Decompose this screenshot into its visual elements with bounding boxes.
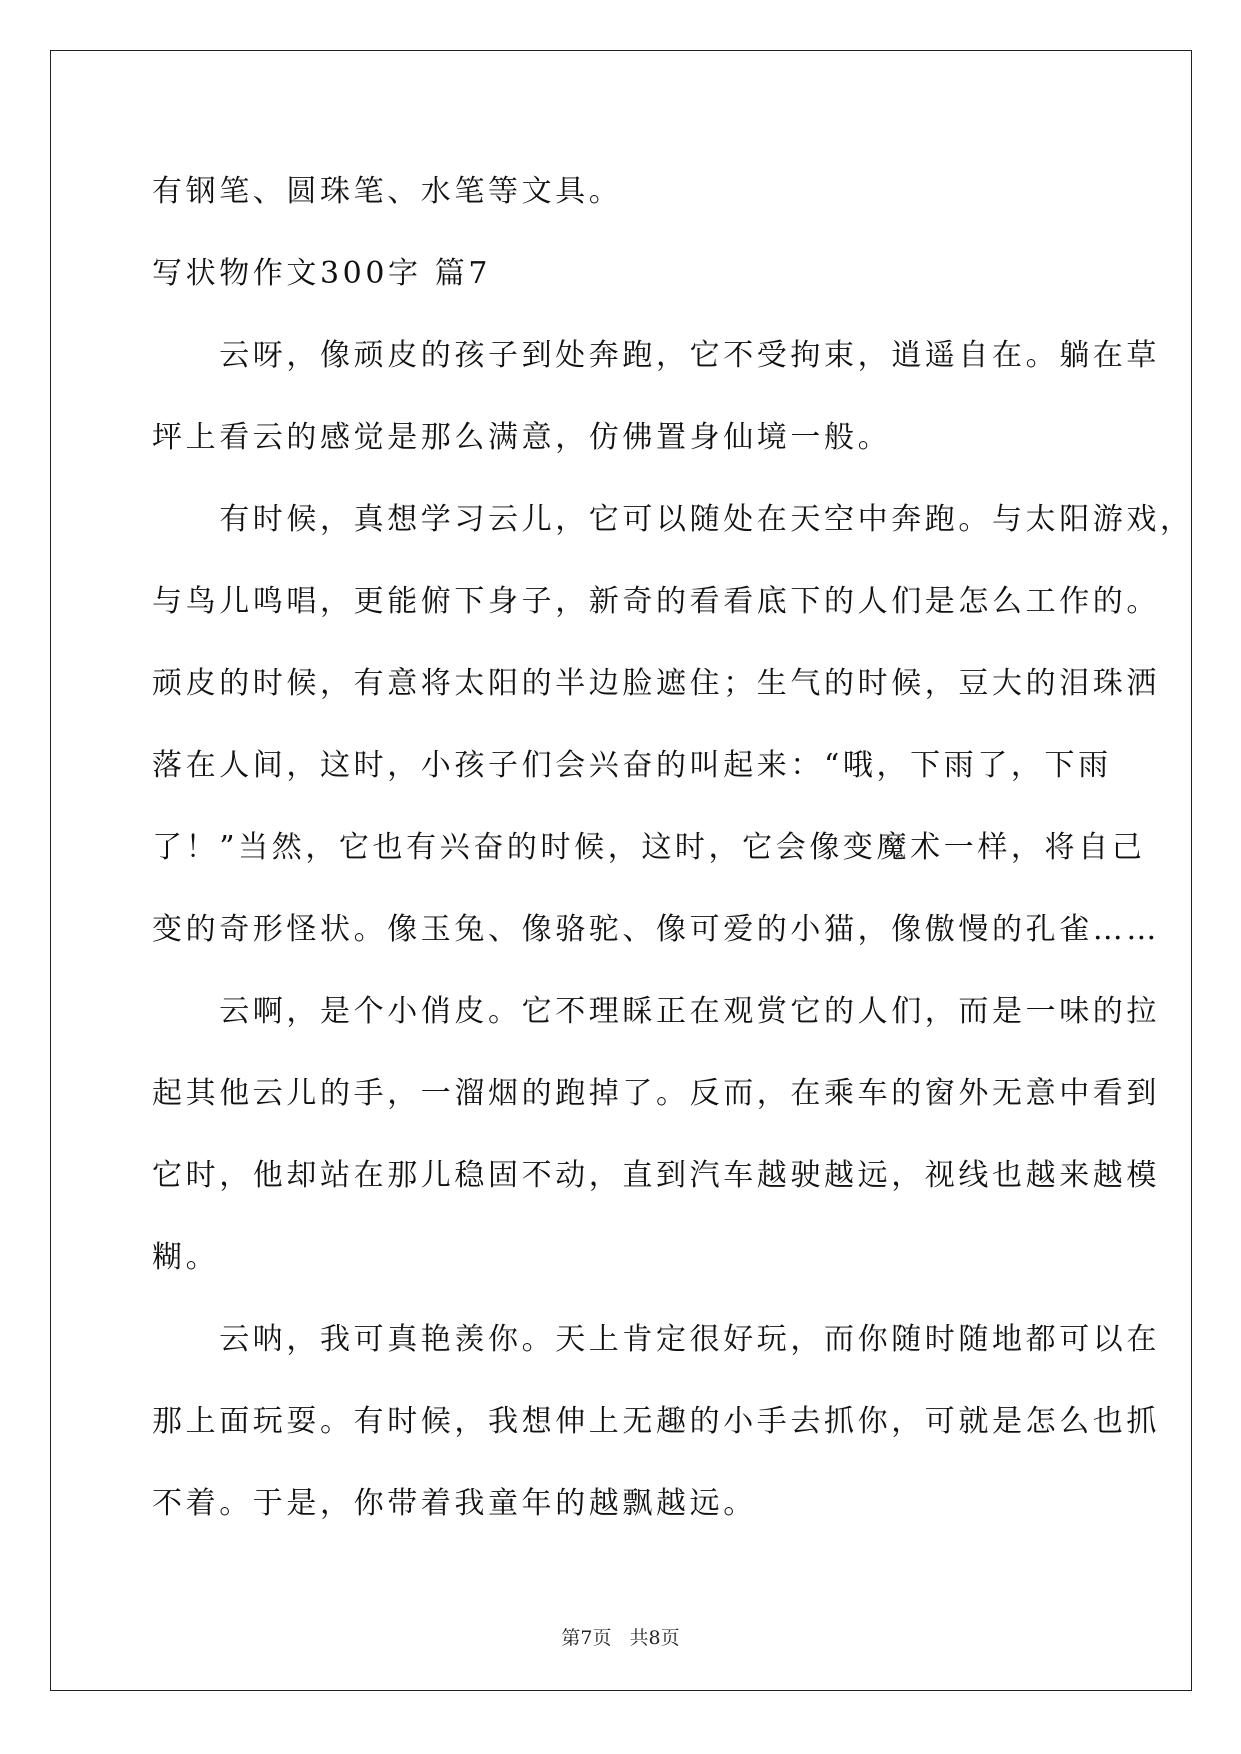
text-line: 那上面玩耍。有时候，我想伸上无趣的小手去抓你，可就是怎么也抓 — [152, 1404, 1160, 1439]
text-line: 坪上看云的感觉是那么满意，仿佛置身仙境一般。 — [152, 420, 892, 455]
text-line: 顽皮的时候，有意将太阳的半边脸遮住；生气的时候，豆大的泪珠洒 — [152, 666, 1160, 701]
text-line: 与鸟儿鸣唱，更能俯下身子，新奇的看看底下的人们是怎么工作的。 — [152, 584, 1160, 619]
text-line: 云呀，像顽皮的孩子到处奔跑，它不受拘束，逍遥自在。躺在草 — [152, 338, 1160, 373]
page-footer — [0, 1626, 1241, 1650]
total-pages: 共8页 — [629, 1627, 680, 1649]
text-line: 落在人间，这时，小孩子们会兴奋的叫起来：“哦，下雨了，下雨 — [152, 748, 1112, 783]
page-border — [50, 50, 1192, 1691]
text-line: 它时，他却站在那儿稳固不动，直到汽车越驶越远，视线也越来越模 — [152, 1158, 1160, 1193]
section-heading: 写状物作文300字 篇7 — [152, 256, 492, 291]
text-line: 了！”当然，它也有兴奋的时候，这时，它会像变魔术一样，将自己 — [152, 830, 1146, 865]
text-line: 云呐，我可真艳羡你。天上肯定很好玩，而你随时随地都可以在 — [152, 1322, 1160, 1357]
text-line: 有钢笔、圆珠笔、水笔等文具。 — [152, 174, 623, 209]
page-number: 第7页 — [561, 1627, 612, 1649]
text-line: 有时候，真想学习云儿，它可以随处在天空中奔跑。与太阳游戏， — [152, 502, 1194, 537]
text-line: 起其他云儿的手，一溜烟的跑掉了。反而，在乘车的窗外无意中看到 — [152, 1076, 1160, 1111]
text-line: 糊。 — [152, 1240, 220, 1275]
text-line: 变的奇形怪状。像玉兔、像骆驼、像可爱的小猫，像傲慢的孔雀…… — [152, 912, 1160, 947]
text-line: 不着。于是，你带着我童年的越飘越远。 — [152, 1486, 757, 1521]
text-line: 云啊，是个小俏皮。它不理睬正在观赏它的人们，而是一味的拉 — [152, 994, 1160, 1029]
